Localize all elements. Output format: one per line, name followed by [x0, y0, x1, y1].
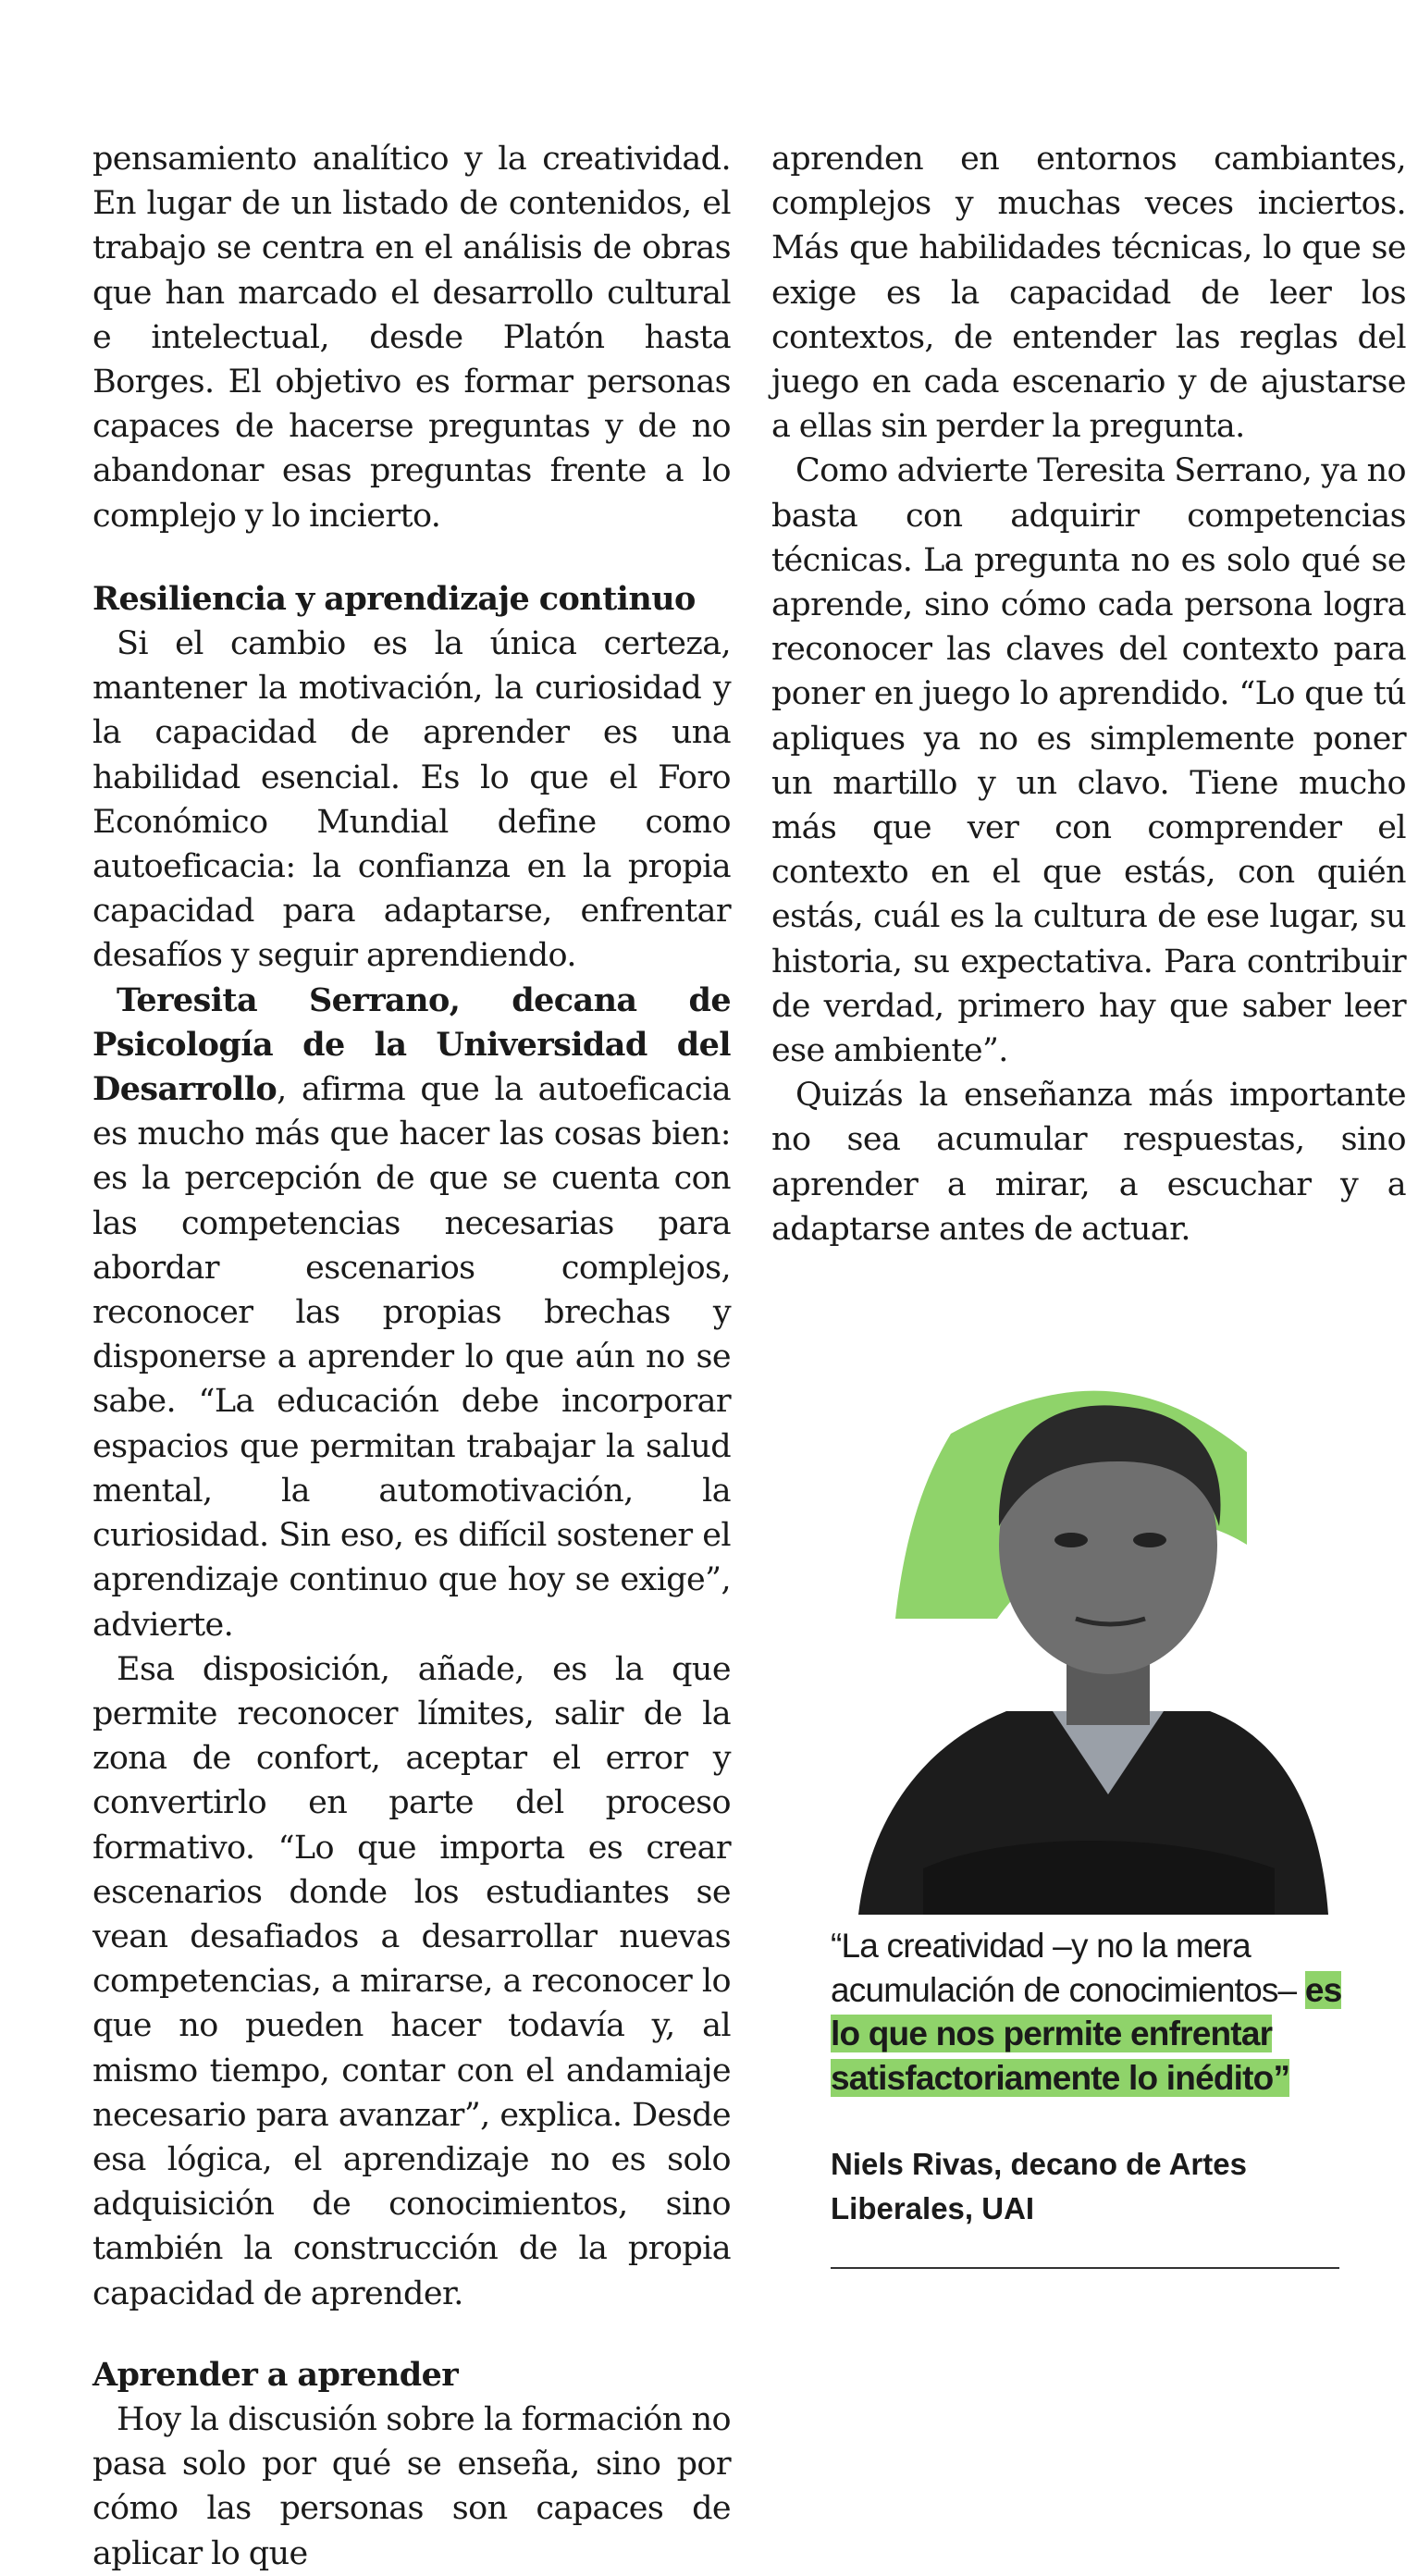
paragraph-serrano [92, 979, 731, 1647]
portrait-photo-icon [840, 1313, 1347, 1915]
pull-quote-credit: Niels Rivas, decano de Artes Liberales, UAI [831, 2147, 1247, 2225]
intro-paragraph: pensamiento analítico y la creatividad. En lugar de un listado de contenidos, el trabajo se centra en el análisis de obras que han marcado el desarrollo cultural e intelectual, desde Platón hasta Borges. El objetivo es formar personas capaces de hacerse preguntas y de no abandonar esas preguntas frente a lo complejo y lo incierto. [92, 141, 731, 535]
serrano-text: , afirma que la autoeficacia es mucho más que hacer las cosas bien: es la percepción de que se cuenta con las competencias necesarias para abordar escenarios complejos, reconocer las propias brechas y disponerse a aprender lo que aún no se sabe. “La educación debe incorporar espacios que permitan trabajar la salud mental, la automotivación, la curiosidad. Sin eso, es difícil sostener el aprendizaje continuo que hoy se exige”, advierte. [92, 1071, 731, 1644]
paragraph-continuation: aprenden en entornos cambiantes, complejos y muchas veces inciertos. Más que habilidades técnicas, lo que se exige es la capacidad de leer los contextos, de entender las reglas del juego en cada escenario y de ajustarse a ellas sin perder la pregunta. [771, 141, 1406, 446]
article-left-column [92, 137, 731, 2576]
section-heading-resiliencia: Resiliencia y aprendizaje continuo [92, 579, 696, 618]
divider-rule [831, 2267, 1339, 2269]
serrano-name-bold: Teresita Serrano, decana de Psicología de la Universidad del Desarrollo [92, 980, 731, 1109]
article-right-column [771, 137, 1406, 1251]
portrait-photo [840, 1313, 1347, 1915]
paragraph-aprender: Hoy la discusión sobre la formación no pasa solo por qué se enseña, sino por cómo las personas son capaces de aplicar lo que [92, 2400, 731, 2572]
pull-quote-text: “La creatividad –y no la mera acumulación de conocimientos– [831, 1927, 1305, 2009]
pull-quote [831, 1924, 1349, 2100]
paragraph-disposicion: Esa disposición, añade, es la que permite reconocer límites, salir de la zona de confort, aceptar el error y convertirlo en parte del proceso formativo. “Lo que importa es crear escenarios donde los estudiantes se vean desafiados a desarrollar nuevas competencias, a mirarse, a reconocer lo que no pueden hacer todavía y, al mismo tiempo, contar con el andamiaje necesario para avanzar”, explica. Desde esa lógica, el aprendizaje no es solo adquisición de conocimientos, sino también la construcción de la propia capacidad de aprender. [92, 1650, 731, 2312]
paragraph-conclusion: Quizás la enseñanza más importante no sea acumular respuestas, sino aprender a mirar, a escuchar y a adaptarse antes de actuar. [771, 1077, 1406, 1248]
paragraph-como-advierte: Como advierte Teresita Serrano, ya no basta con adquirir competencias técnicas. La pregunta no es solo qué se aprende, sino cómo cada persona logra reconocer las claves del contexto para poner en juego lo aprendido. “Lo que tú apliques ya no es simplemente poner un martillo y un clavo. Tiene mucho más que ver con comprender el contexto en el que estás, con quién estás, cuál es la cultura de ese lugar, su historia, su expectativa. Para contribuir de verdad, primero hay que saber leer ese ambiente”. [771, 452, 1406, 1070]
paragraph-resiliencia: Si el cambio es la única certeza, mantener la motivación, la curiosidad y la capacidad de aprender es una habilidad esencial. Es lo que el Foro Económico Mundial define como autoeficacia: la confianza en la propia capacidad para adaptarse, enfrentar desafíos y seguir aprendiendo. [92, 625, 731, 975]
section-heading-aprender: Aprender a aprender [92, 2355, 459, 2394]
pull-quote-highlight: es lo que nos permite enfrentar satisfactoriamente lo inédito” [831, 1970, 1342, 2097]
